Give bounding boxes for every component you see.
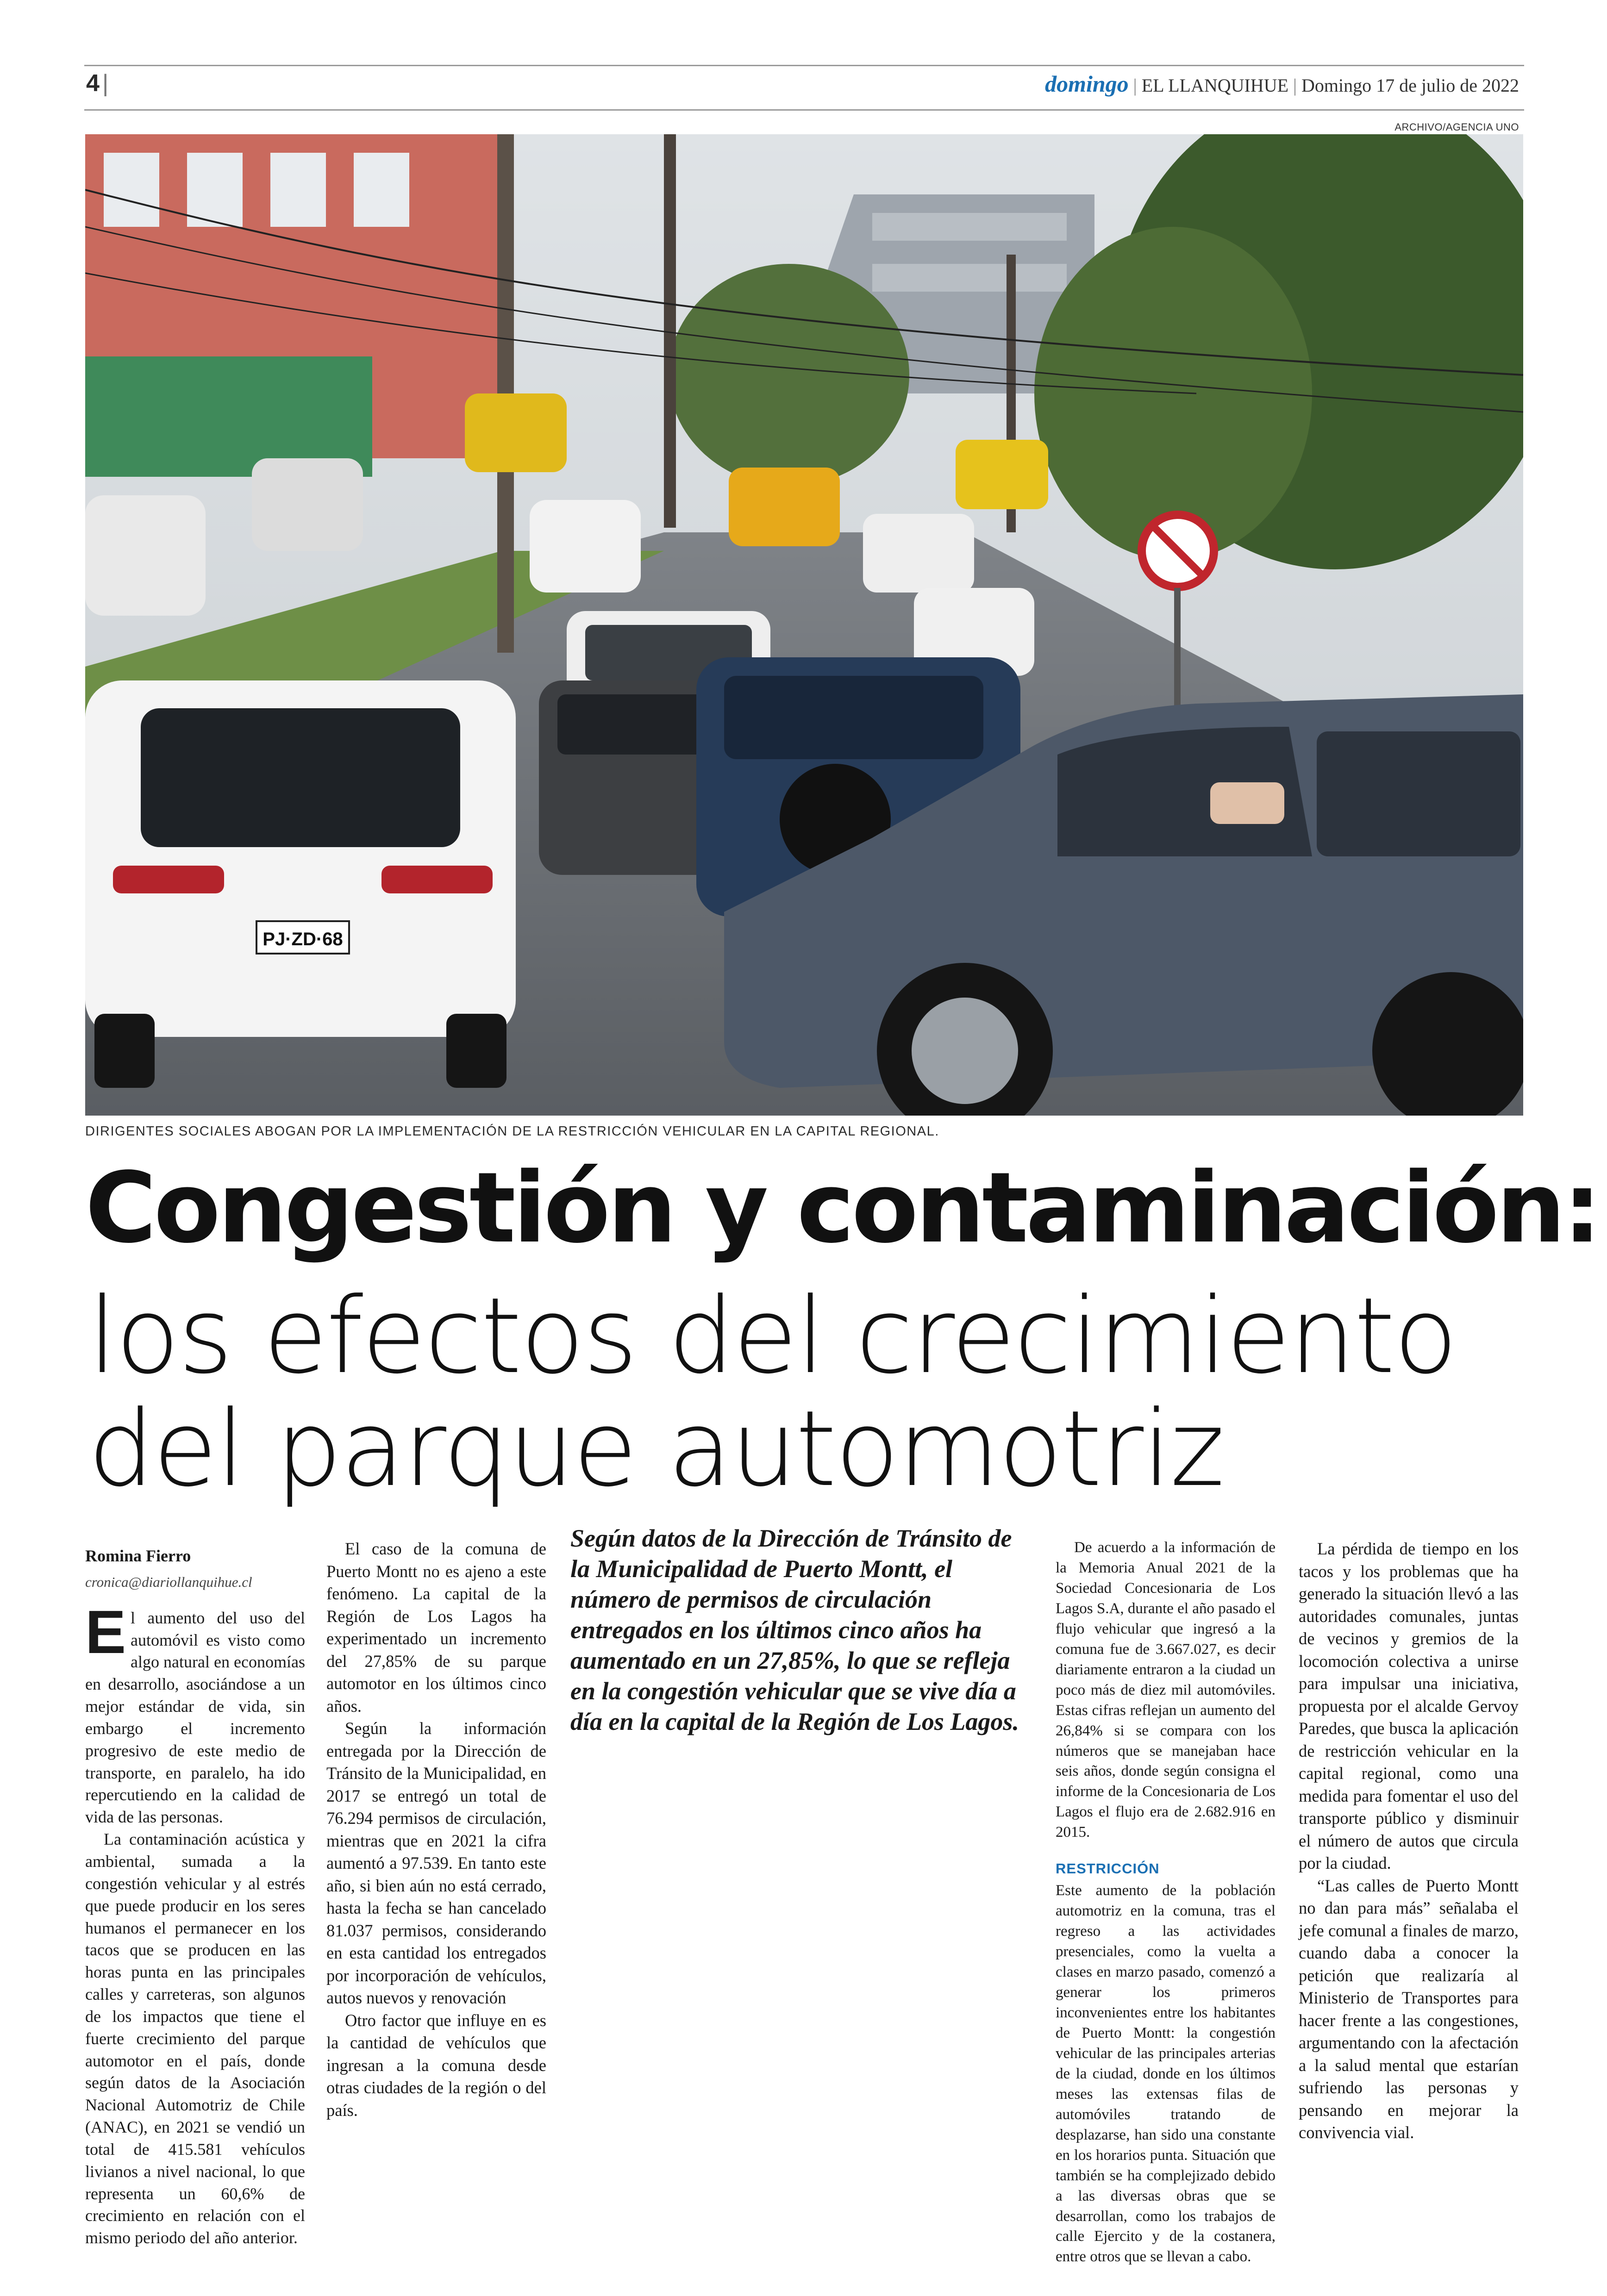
body-paragraph-1: El aumento del uso del automóvil es visto como algo natural en economías en desarrollo, asociándose a un mejor estándar de vida, sin embargo el incremento progresivo de este medio de transporte, en paralelo, ha ido repercutiendo en la calidad de vida de las personas.	[85, 1597, 305, 1827]
body-paragraph-4: Según la información entregada por la Dirección de Tránsito de la Municipalidad, en 2017 se entregó un total de 76.294 permisos de circulación, mientras que en 2021 la cifra aumentó a 97.539. En tanto este año, si bien aún no está cerrado, hasta la fecha se han cancelado 81.037 permisos, considerando en esta cantidad los entregados por incorporación de vehículos, autos nuevos y renovación	[326, 1719, 546, 2007]
traffic-illustration	[85, 134, 1523, 1116]
body-paragraph-7: Este aumento de la población automotriz en la comuna, tras el regreso a las actividades presenciales, como la vuelta a clases en marzo pasado, comenzó a generar los primeros inconvenientes entre los habitantes de Puerto Montt: la congestión vehicular de las principales arterias de la ciudad, donde en los últimos meses las extensas filas de automóviles tratando de desplazarse, han sido una constante en los horarios punta. Situación que también se ha complejizado debido a las diversas obras que se desarrollan, como los trabajos de calle Ejercito y de la costanera, entre otros que se llevan a cabo.	[1056, 1882, 1276, 2265]
subhead-restriccion: RESTRICCIÓN	[1056, 1860, 1160, 1877]
suv-plate: PJ·ZD·68	[263, 929, 343, 949]
body-paragraph-9: “Las calles de Puerto Montt no dan para más” señalaba el jefe comunal a finales de marzo, cuando daba a conocer la petición que realizaría al Ministerio de Transportes para hacer frente a las congestiones, argumentando con la afectación a la salud mental que estarían sufriendo las personas y pensando en mejorar la convivencia vial.	[1299, 1876, 1519, 2142]
section-brand: domingo	[1045, 71, 1129, 97]
byline-author: Romina Fierro	[85, 1547, 191, 1565]
headline: Congestión y contaminación:	[85, 1151, 1599, 1265]
header-rule	[84, 109, 1524, 111]
lede: Según datos de la Dirección de Tránsito de la Municipalidad de Puerto Montt, el número de permisos de circulación entregados en los últimos cinco años ha aumentado en un 27,85%, lo que se refleja en la congestión vehicular que se vive día a día en la capital de la Región de Los Lagos.	[570, 1524, 1019, 1735]
column-4	[1299, 1538, 1519, 2144]
photo-caption: DIRIGENTES SOCIALES ABOGAN POR LA IMPLEMENTACIÓN DE LA RESTRICCIÓN VEHICULAR EN LA CAPITAL REGIONAL.	[85, 1124, 939, 1139]
deck-line-1: los efectos del crecimiento	[88, 1275, 1457, 1397]
deck	[88, 1275, 1457, 1510]
byline-email: cronica@diariollanquihue.cl	[85, 1573, 252, 1590]
traffic-photo	[85, 134, 1523, 1116]
body-paragraph-3: El caso de la comuna de Puerto Montt no es ajeno a este fenómeno. La capital de la Región de Los Lagos ha experimentado un incremento del 27,85% de su parque automotor en los últimos cinco años.	[326, 1539, 546, 1716]
drop-cap: E	[85, 1597, 126, 1666]
body-paragraph-5: Otro factor que influye en es la cantidad de vehículos que ingresan a la comuna desde otras ciudades de la región o del país.	[326, 2010, 546, 2120]
issue-date: Domingo 17 de julio de 2022	[1301, 75, 1519, 96]
body-paragraph-8: La pérdida de tiempo en los tacos y los problemas que ha generado la situación llevó a las autoridades comunales, juntas de vecinos y gremios de la locomoción colectiva a unirse para impulsar una iniciativa, propuesta por el alcalde Gervoy Paredes, que busca la aplicación de restricción vehicular en la capital regional, como una medida para fomentar el uso del transporte público y disminuir el número de autos que circula por la ciudad.	[1299, 1539, 1519, 1872]
photo-credit: ARCHIVO/AGENCIA UNO	[1394, 121, 1519, 133]
deck-line-2: del parque automotriz	[88, 1388, 1224, 1510]
column-1	[85, 1545, 305, 2249]
body-paragraph-2: La contaminación acústica y ambiental, sumada a la congestión vehicular y al estrés que puede producir en los seres humanos el permanecer en los tacos que se producen en las horas punta en las principales calles y carreteras, son algunos de los impactos que tiene el fuerte crecimiento del parque automotor en el país, donde según datos de la Asociación Nacional Automotriz de Chile (ANAC), en 2021 se vendió un total de 415.581 vehículos livianos a nivel nacional, lo que representa un 60,6% de crecimiento en relación con el mismo periodo del año anterior.	[85, 1830, 305, 2247]
masthead: domingo | EL LLANQUIHUE | Domingo 17 de julio de 2022	[1045, 71, 1519, 97]
body-paragraph-6: De acuerdo a la información de la Memoria Anual 2021 de la Sociedad Concesionaria de Los Lagos S.A, durante el año pasado el flujo vehicular que ingresó a la comuna fue de 3.667.027, es decir diariamente entraron a la ciudad un poco más de diez mil automóviles. Estas cifras reflejan un aumento del 26,84% si se compara con los números que se manejaban hace seis años, donde según consigna el informe de la Concesionaria de Los Lagos el flujo era de 2.682.916 en 2015.	[1056, 1539, 1276, 1841]
newspaper-name: EL LLANQUIHUE	[1141, 75, 1289, 96]
page-number: 4 |	[86, 70, 109, 97]
column-3	[1056, 1538, 1276, 2267]
top-rule	[84, 65, 1524, 66]
column-2	[326, 1538, 546, 2121]
